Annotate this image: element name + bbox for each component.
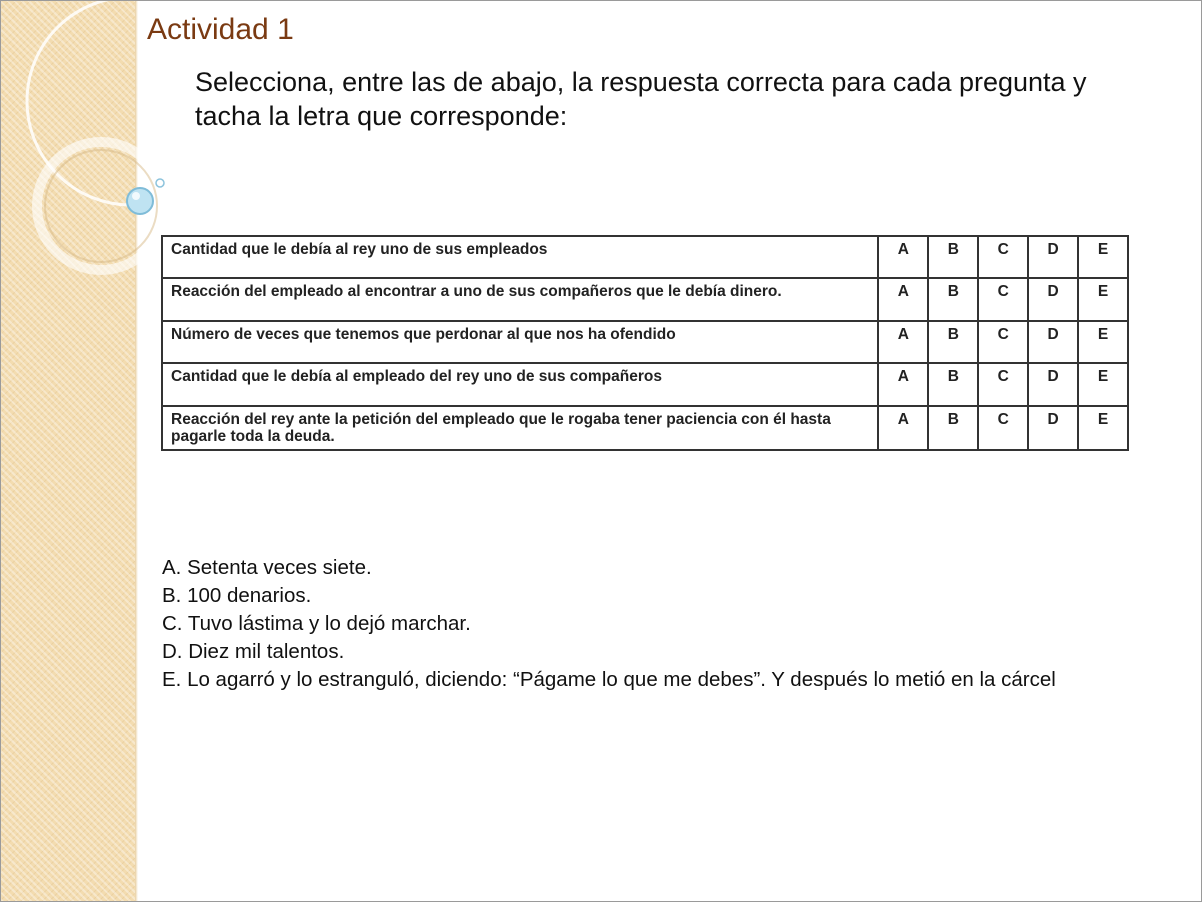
option-letter-e[interactable]: E <box>1078 278 1128 320</box>
bubble-large <box>127 188 153 214</box>
option-letter-d[interactable]: D <box>1028 406 1078 450</box>
option-letter-a[interactable]: A <box>878 278 928 320</box>
bubble-highlight <box>132 192 140 200</box>
option-letter-a[interactable]: A <box>878 321 928 363</box>
question-text: Número de veces que tenemos que perdonar al que nos ha ofendido <box>162 321 878 363</box>
option-letter-d[interactable]: D <box>1028 363 1078 405</box>
option-letter-b[interactable]: B <box>928 278 978 320</box>
question-row <box>162 406 1128 450</box>
answer-item: D. Diez mil talentos. <box>162 640 345 663</box>
answer-item: B. 100 denarios. <box>162 584 312 607</box>
option-letter-c[interactable]: C <box>978 406 1028 450</box>
option-letter-e[interactable]: E <box>1078 321 1128 363</box>
question-text: Cantidad que le debía al empleado del rey uno de sus compañeros <box>162 363 878 405</box>
option-letter-b[interactable]: B <box>928 236 978 278</box>
option-letter-a[interactable]: A <box>878 363 928 405</box>
bubble-small <box>156 179 164 187</box>
option-letter-d[interactable]: D <box>1028 278 1078 320</box>
option-letter-e[interactable]: E <box>1078 363 1128 405</box>
question-row <box>162 321 1128 363</box>
option-letter-a[interactable]: A <box>878 236 928 278</box>
question-row <box>162 363 1128 405</box>
option-letter-b[interactable]: B <box>928 406 978 450</box>
option-letter-c[interactable]: C <box>978 278 1028 320</box>
question-text: Reacción del empleado al encontrar a uno de sus compañeros que le debía dinero. <box>162 278 878 320</box>
option-letter-a[interactable]: A <box>878 406 928 450</box>
question-text: Reacción del rey ante la petición del empleado que le rogaba tener paciencia con él hasta pagarle toda la deuda. <box>162 406 878 450</box>
option-letter-e[interactable]: E <box>1078 406 1128 450</box>
option-letter-c[interactable]: C <box>978 236 1028 278</box>
question-row <box>162 278 1128 320</box>
option-letter-b[interactable]: B <box>928 321 978 363</box>
option-letter-d[interactable]: D <box>1028 236 1078 278</box>
page-title: Actividad 1 <box>147 13 294 46</box>
answer-list <box>162 554 1122 694</box>
question-text: Cantidad que le debía al rey uno de sus empleados <box>162 236 878 278</box>
option-letter-e[interactable]: E <box>1078 236 1128 278</box>
option-letter-b[interactable]: B <box>928 363 978 405</box>
answer-item: E. Lo agarró y lo estranguló, diciendo: “Págame lo que me debes”. Y después lo metió en la cárcel <box>162 668 1056 691</box>
option-letter-d[interactable]: D <box>1028 321 1078 363</box>
answer-item: A. Setenta veces siete. <box>162 556 372 579</box>
option-letter-c[interactable]: C <box>978 321 1028 363</box>
option-letter-c[interactable]: C <box>978 363 1028 405</box>
answer-item: C. Tuvo lástima y lo dejó marchar. <box>162 612 471 635</box>
instructions-text: Selecciona, entre las de abajo, la respuesta correcta para cada pregunta y tacha la letra que corresponde: <box>195 67 1087 131</box>
quiz-table <box>161 235 1129 451</box>
question-row <box>162 236 1128 278</box>
